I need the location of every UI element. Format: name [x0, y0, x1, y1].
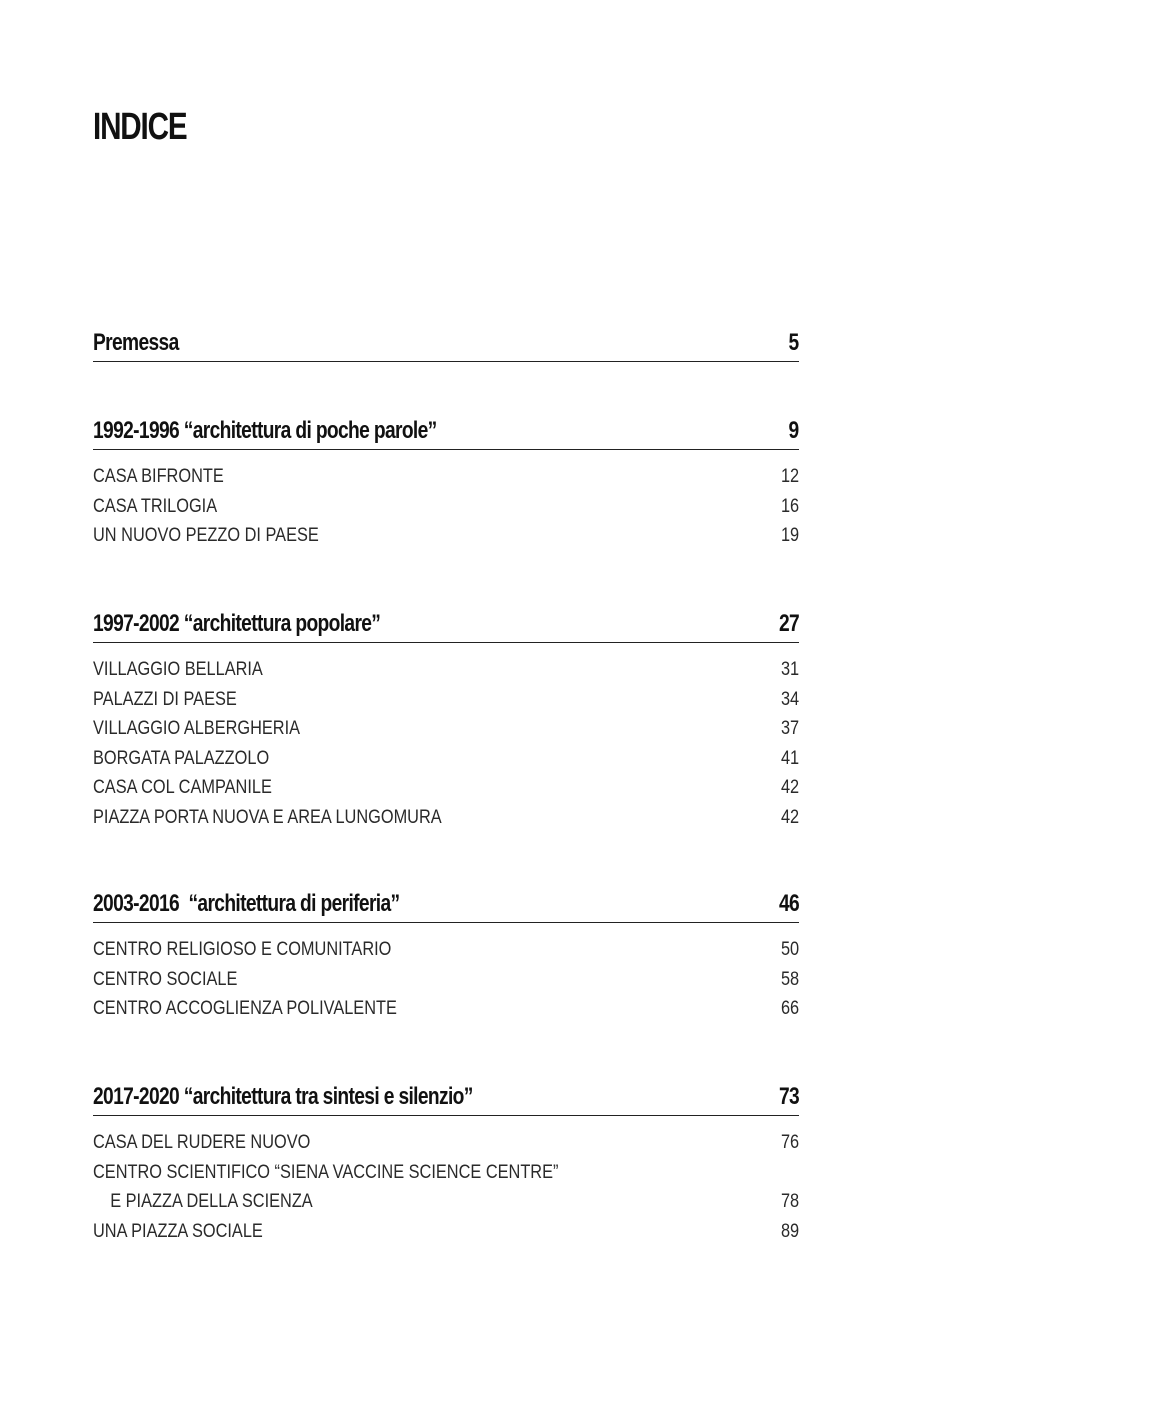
section-page-number: 9 [788, 417, 799, 444]
entry-title: CASA TRILOGIA [93, 495, 218, 517]
entry-page-number: 76 [780, 1132, 799, 1153]
section-title: Premessa [93, 329, 179, 356]
section-title: 2017-2020 “architettura tra sintesi e silenzio” [93, 1083, 473, 1110]
toc-entry[interactable] [93, 714, 799, 744]
entry-list [93, 1128, 799, 1246]
entry-list [93, 935, 799, 1024]
entry-page-number: 42 [780, 777, 799, 798]
toc-section-1997-2002 [93, 609, 799, 832]
toc-entry[interactable] [93, 1217, 799, 1247]
page-title: INDICE [93, 106, 187, 148]
entry-title: CASA DEL RUDERE NUOVO [93, 1132, 311, 1153]
entry-title: CASA BIFRONTE [93, 466, 224, 487]
entry-page-number: 58 [780, 968, 799, 990]
entry-title: CASA COL CAMPANILE [93, 777, 272, 798]
section-page-number: 5 [788, 329, 799, 356]
entry-list [93, 655, 799, 832]
section-header[interactable] [93, 328, 799, 362]
entry-page-number: 78 [780, 1191, 799, 1212]
entry-page-number: 41 [780, 747, 799, 769]
section-page-number: 46 [778, 890, 799, 917]
entry-page-number: 42 [780, 806, 799, 828]
toc-entry[interactable] [93, 655, 799, 685]
toc-entry[interactable] [93, 1128, 799, 1158]
entry-page-number: 37 [780, 718, 799, 739]
entry-title: PIAZZA PORTA NUOVA E AREA LUNGOMURA [93, 806, 442, 828]
section-header[interactable] [93, 1082, 799, 1116]
entry-title: PALAZZI DI PAESE [93, 688, 237, 710]
entry-page-number: 89 [780, 1220, 799, 1242]
toc-entry[interactable] [93, 803, 799, 833]
toc-entry[interactable] [93, 773, 799, 803]
entry-page-number: 66 [780, 998, 799, 1019]
entry-page-number: 50 [780, 939, 799, 960]
entry-page-number: 19 [780, 525, 799, 546]
section-header[interactable] [93, 609, 799, 643]
toc-entry[interactable] [93, 935, 799, 965]
entry-title: VILLAGGIO ALBERGHERIA [93, 718, 301, 739]
entry-page-number: 12 [780, 466, 799, 487]
toc-entry[interactable] [93, 521, 799, 551]
entry-title: BORGATA PALAZZOLO [93, 747, 270, 769]
entry-title: E PIAZZA DELLA SCIENZA [110, 1191, 313, 1212]
entry-list [93, 462, 799, 551]
entry-title: UN NUOVO PEZZO DI PAESE [93, 525, 319, 546]
entry-title: UNA PIAZZA SOCIALE [93, 1220, 263, 1242]
section-header[interactable] [93, 416, 799, 450]
section-header[interactable] [93, 889, 799, 923]
toc-section-2017-2020 [93, 1082, 799, 1246]
toc-section-premessa [93, 328, 799, 362]
section-page-number: 27 [778, 610, 799, 637]
toc-entry[interactable] [93, 462, 799, 492]
entry-title: VILLAGGIO BELLARIA [93, 659, 263, 680]
entry-page-number: 34 [780, 688, 799, 710]
toc-entry[interactable] [93, 1158, 799, 1188]
toc-entry[interactable] [93, 492, 799, 522]
entry-title: CENTRO RELIGIOSO E COMUNITARIO [93, 939, 392, 960]
section-title: 1997-2002 “architettura popolare” [93, 610, 381, 637]
section-title: 2003-2016 “architettura di periferia” [93, 890, 400, 917]
toc-entry[interactable] [93, 1187, 799, 1217]
entry-title: CENTRO SCIENTIFICO “SIENA VACCINE SCIENCE CENTRE” [93, 1161, 559, 1183]
section-page-number: 73 [778, 1083, 799, 1110]
toc-entry[interactable] [93, 965, 799, 995]
entry-title: CENTRO SOCIALE [93, 968, 238, 990]
toc-entry[interactable] [93, 685, 799, 715]
toc-section-2003-2016 [93, 889, 799, 1024]
entry-page-number: 31 [780, 659, 799, 680]
toc-entry[interactable] [93, 994, 799, 1024]
toc-section-1992-1996 [93, 416, 799, 551]
section-title: 1992-1996 “architettura di poche parole” [93, 417, 437, 444]
entry-title: CENTRO ACCOGLIENZA POLIVALENTE [93, 998, 397, 1019]
entry-page-number: 16 [780, 495, 799, 517]
toc-entry[interactable] [93, 744, 799, 774]
